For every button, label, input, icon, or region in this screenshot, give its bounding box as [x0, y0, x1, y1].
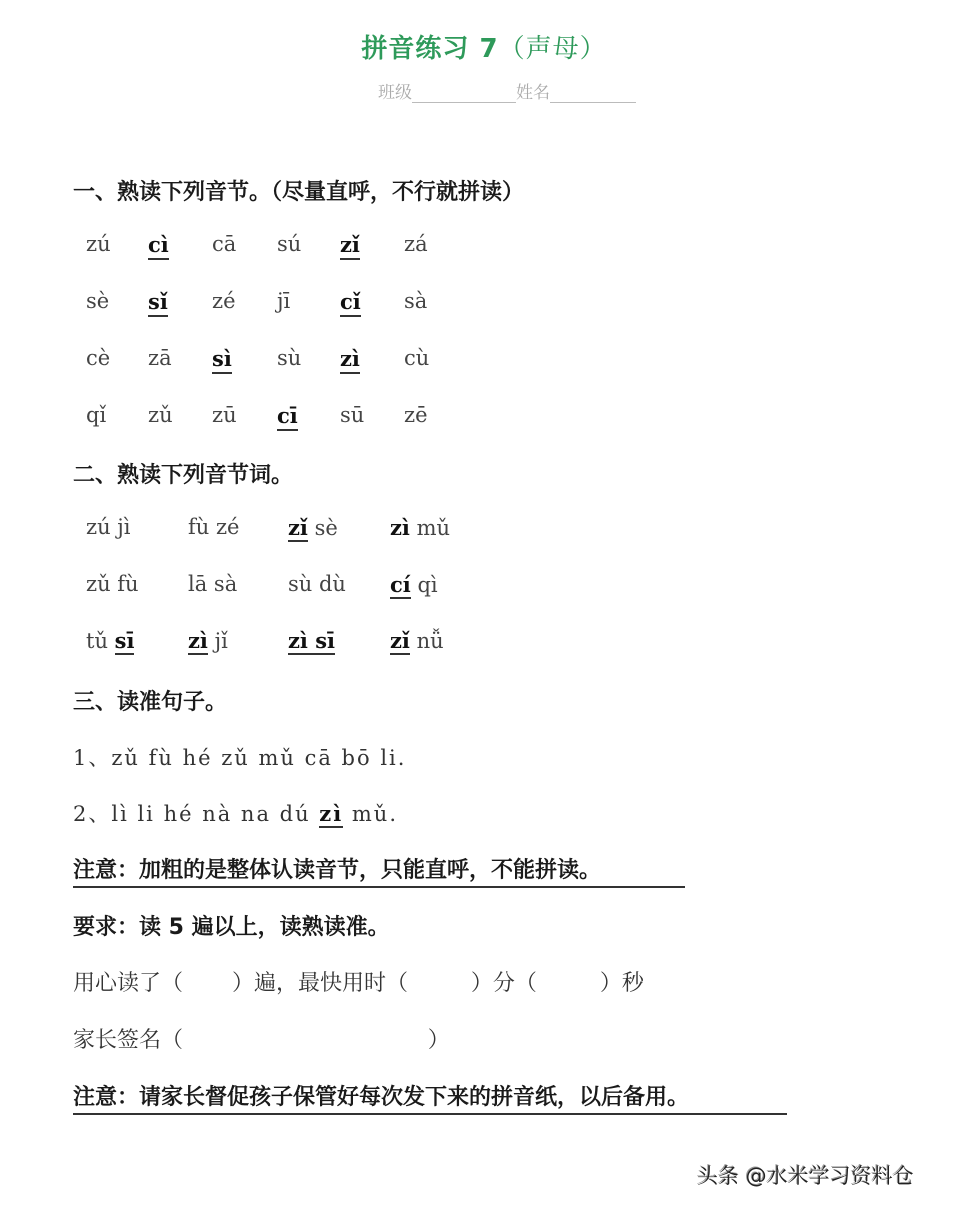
parent-signature-line: 家长签名（ ） — [73, 1028, 450, 1053]
syllable: zǔ — [148, 403, 173, 427]
syllable-word — [86, 572, 139, 596]
syllable: cǐ — [340, 289, 361, 317]
syllable-part: zì sī — [288, 628, 336, 653]
syllable-word — [188, 515, 239, 539]
name-blank[interactable] — [550, 84, 636, 103]
syllable-word — [288, 515, 338, 540]
syllable-part: zǐ — [288, 515, 308, 540]
read-count-line: 用心读了（ ）遍，最快用时（ ）分（ ）秒 — [73, 971, 644, 996]
syllable: cì — [148, 232, 169, 260]
sentence-2 — [73, 798, 398, 828]
syllable-word — [390, 628, 444, 653]
note-whole-syllables: 注意：加粗的是整体认读音节，只能直呼，不能拼读。 — [73, 853, 685, 888]
syllable: cā — [212, 232, 237, 256]
syllable-part: tǔ — [86, 629, 115, 653]
requirement-text: 要求：读 5 遍以上，读熟读准。 — [73, 915, 390, 940]
syllable-part: lā sà — [188, 572, 238, 596]
syllable: zā — [148, 346, 172, 370]
syllable-word — [390, 515, 450, 540]
syllable-part: zǔ fù — [86, 572, 139, 596]
syllable-part: jǐ — [207, 629, 228, 653]
title-paren: （声母） — [498, 34, 607, 64]
syllable-word — [288, 572, 346, 596]
section2-heading: 二、熟读下列音节词。 — [73, 463, 294, 488]
sentence-2-pre: 2、lì li hé nà na dú — [73, 802, 320, 826]
syllable-word — [188, 628, 228, 653]
syllable-part: zú jì — [86, 515, 131, 539]
syllable-word — [288, 628, 335, 653]
syllable-part: cí — [390, 572, 411, 597]
syllable-part: sù dù — [288, 572, 346, 596]
syllable-part: fù zé — [188, 515, 240, 539]
syllable-word — [86, 628, 134, 653]
name-label: 姓名 — [516, 83, 550, 103]
class-name-line — [378, 78, 636, 103]
syllable: jī — [277, 289, 291, 313]
syllable-part: sī — [114, 628, 135, 653]
note-keep-paper: 注意：请家长督促孩子保管好每次发下来的拼音纸，以后备用。 — [73, 1080, 787, 1115]
syllable-part: sè — [307, 516, 338, 540]
syllable-part: zì — [188, 628, 208, 653]
syllable-part: qì — [410, 573, 438, 597]
syllable: zē — [404, 403, 428, 427]
syllable: cù — [404, 346, 430, 370]
syllable: zū — [212, 403, 237, 427]
syllable: sū — [340, 403, 365, 427]
syllable-word — [390, 572, 438, 597]
syllable: zì — [340, 346, 360, 374]
syllable-word — [188, 572, 237, 596]
syllable: qǐ — [86, 403, 107, 427]
syllable-word — [86, 515, 131, 539]
syllable: zé — [212, 289, 236, 313]
syllable: cè — [86, 346, 111, 370]
section1-heading: 一、熟读下列音节。（尽量直呼，不行就拼读） — [73, 180, 525, 205]
syllable-part: nǚ — [409, 629, 444, 653]
syllable: cī — [277, 403, 298, 431]
syllable: sà — [404, 289, 428, 313]
syllable: zá — [404, 232, 428, 256]
syllable-part: zì — [390, 515, 410, 540]
syllable-part: zǐ — [390, 628, 410, 653]
page-title — [0, 28, 968, 65]
syllable: sǐ — [148, 289, 168, 317]
watermark: 头条 @水米学习资料仓 — [697, 1164, 914, 1188]
syllable: sù — [277, 346, 302, 370]
syllable: sú — [277, 232, 302, 256]
title-text: 拼音练习 7 — [361, 34, 499, 64]
syllable: sì — [212, 346, 232, 374]
class-label: 班级 — [378, 83, 412, 103]
sentence-1: 1、zǔ fù hé zǔ mǔ cā bō li. — [73, 746, 407, 770]
section3-heading: 三、读准句子。 — [73, 690, 228, 715]
syllable-part: mǔ — [409, 516, 451, 540]
class-blank[interactable] — [412, 84, 516, 103]
sentence-2-bold: zì — [319, 801, 344, 826]
syllable: zú — [86, 232, 111, 256]
syllable: zǐ — [340, 232, 360, 260]
sentence-2-post: mǔ. — [343, 802, 398, 826]
syllable: sè — [86, 289, 110, 313]
